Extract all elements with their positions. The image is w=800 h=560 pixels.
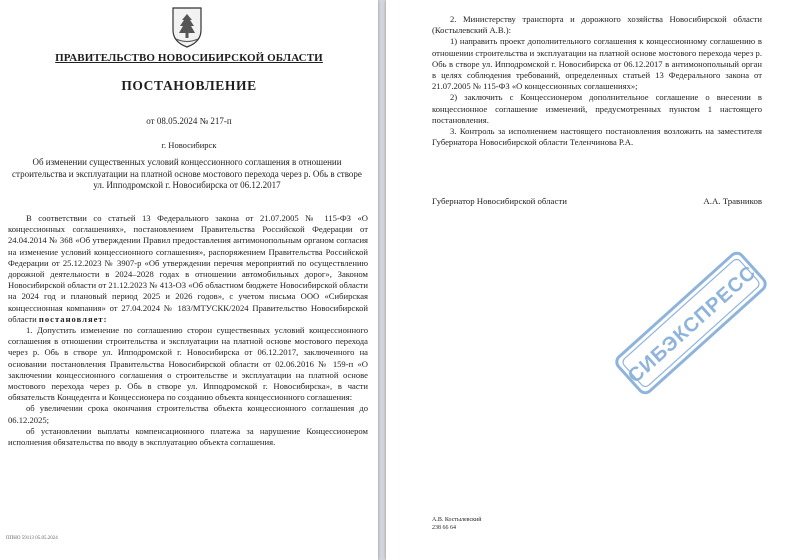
item-1-paragraph: 1. Допустить изменение по соглашению сторон существенных условий концессионного соглашения в отношении строительства и эксплуатации на платной основе мостового перехода через р. Обь в створе ул. Ипподромской г. Новосибирска от 06.12.2017, заключенного на основании постановления Правительства Новосибирской области от 02.06.2016 № 159-п «О заключении концессионного соглашения о строительстве и эксплуатации на платной основе мостового перехода через р. Обь в створе ул. Ипподромской г. Новосибирска», в части обязательств Концедента и Концессионера по созданию объекта концессионного соглашения: [8,325,368,403]
watermark-stamp [596,228,786,418]
document-body-left [8,213,368,448]
document-page-left [0,0,378,560]
document-subject: Об изменении существенных условий концессионного соглашения в отношении строительства и эксплуатации на платной основе мостового перехода через р. Обь в створе ул. Ипподромской г. Новосибирска от 06.12.2017 [12,157,362,190]
executor-phone: 238 66 64 [432,525,456,531]
preamble-paragraph: В соответствии со статьей 13 Федерального закона от 21.07.2005 № 115-ФЗ «О концессионных соглашениях», постановлением Правительства Российской Федерации от 24.04.2014 № 368 «Об утверждении Правил предоставления антимонопольным органом согласия на изменение условий концессионного соглашения», распоряжением Правительства Российской Федерации от 25.12.2023 № 3907-р «Об утверждении перечня мероприятий по осуществлению дорожной деятельности в 2024–2028 годах в отношении автомобильных дорог», Законом Новосибирской области от 21.12.2023 № 413-ОЗ «Об областном бюджете Новосибирской области на 2024 год и плановый период 2025 и 2026 годов», с учетом письма ООО «Сибирская концессионная компания» от 27.04.2024 № 183/МТУСКК/2024 Правительство Новосибирской области постановляет: [8,213,368,324]
executor-block [432,516,481,532]
resolves-word: постановляет: [38,313,108,324]
document-body-right [432,14,762,148]
document-date-number: от 08.05.2024 № 217-п [146,116,232,126]
document-place: г. Новосибирск [161,140,217,150]
coat-of-arms-icon [170,6,204,48]
document-page-right [386,0,800,560]
document-type-title: ПОСТАНОВЛЕНИЕ [121,78,257,93]
executor-name: А.В. Костылевский [432,517,482,523]
item-1a-paragraph: об увеличении срока окончания строительства объекта концессионного соглашения до 06.12.2025; [8,403,368,425]
government-title: ПРАВИТЕЛЬСТВО НОВОСИБИРСКОЙ ОБЛАСТИ [55,52,323,64]
item-1b-paragraph: об установлении выплаты компенсационного платежа за нарушение Концессионером исполнения обязательства по вводу в эксплуатацию объекта соглашения. [8,425,368,448]
item-2-2-paragraph: 2) заключить с Концессионером дополнительное соглашение о внесении в концессионное соглашение изменений, предусмотренных пунктом 1 настоящего постановления. [432,92,762,125]
item-3-paragraph: 3. Контроль за исполнением настоящего постановления возложить на заместителя Губернатора Новосибирской области Теленчинова Р.А. [432,126,762,148]
item-2-1-paragraph: 1) направить проект дополнительного соглашения к концессионному соглашению в отношении строительства и эксплуатации на платной основе мостового перехода через р. Обь в створе ул. Ипподромской г. Новосибирска от 06.12.2017 в антимонопольный орган в целях соблюдения требований, определенных статьей 13 Федерального закона от 21.07.2005 № 115-ФЗ «О концессионных соглашениях»; [432,36,762,92]
signer-role: Губернатор Новосибирской области [432,196,567,206]
document-footer-code: ППНО 59113 05.05.2024 [6,536,58,541]
item-2-paragraph: 2. Министерству транспорта и дорожного хозяйства Новосибирской области (Костылевский А.В.): [432,14,762,36]
stamp-text: СИБЭКСПРЕСС [623,261,761,388]
signer-name: А.А. Травников [703,196,762,206]
